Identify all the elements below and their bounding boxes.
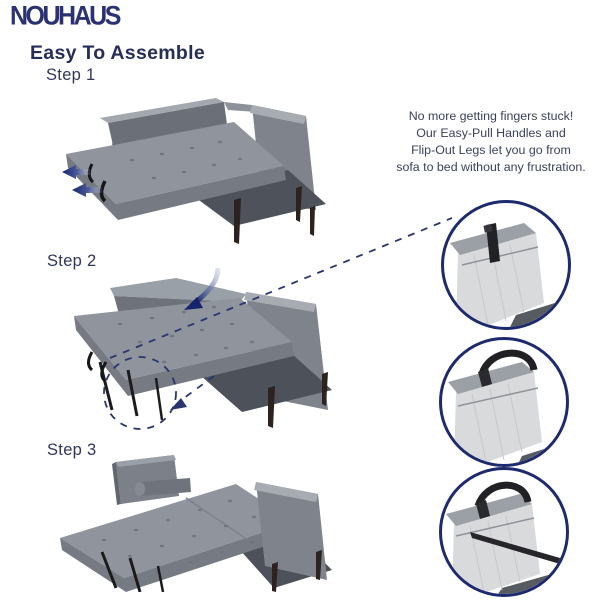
step-2-label: Step 2 [47, 252, 97, 270]
step-2-sofa-illustration [40, 262, 370, 442]
step-3-label: Step 3 [47, 441, 97, 459]
description-line: sofa to bed without any frustration. [396, 160, 586, 174]
flip-out-leg-extended-closeup-icon [442, 470, 566, 594]
step-3-bed-illustration [40, 452, 370, 592]
page-title: Easy To Assemble [30, 42, 205, 64]
bed-illustration [60, 455, 332, 592]
description-line: No more getting fingers stuck! [408, 109, 574, 123]
description-line: Flip-Out Legs let you go from [411, 143, 571, 157]
easy-pull-handle-lifted-closeup-icon [442, 340, 566, 464]
callout-leg-extended [439, 467, 569, 597]
sofa-illustration [66, 98, 326, 244]
sofa-illustration [74, 278, 332, 428]
step-1-sofa-illustration [38, 92, 338, 252]
step-1-label: Step 1 [46, 66, 96, 84]
description-text [385, 108, 597, 176]
brand-logo: NOUHAUS [10, 0, 119, 32]
description-line: Our Easy-Pull Handles and [416, 126, 566, 140]
callout-handle-lifted [439, 337, 569, 467]
easy-pull-handle-stowed-closeup-icon [444, 203, 568, 327]
callout-handle-stowed [441, 200, 571, 330]
